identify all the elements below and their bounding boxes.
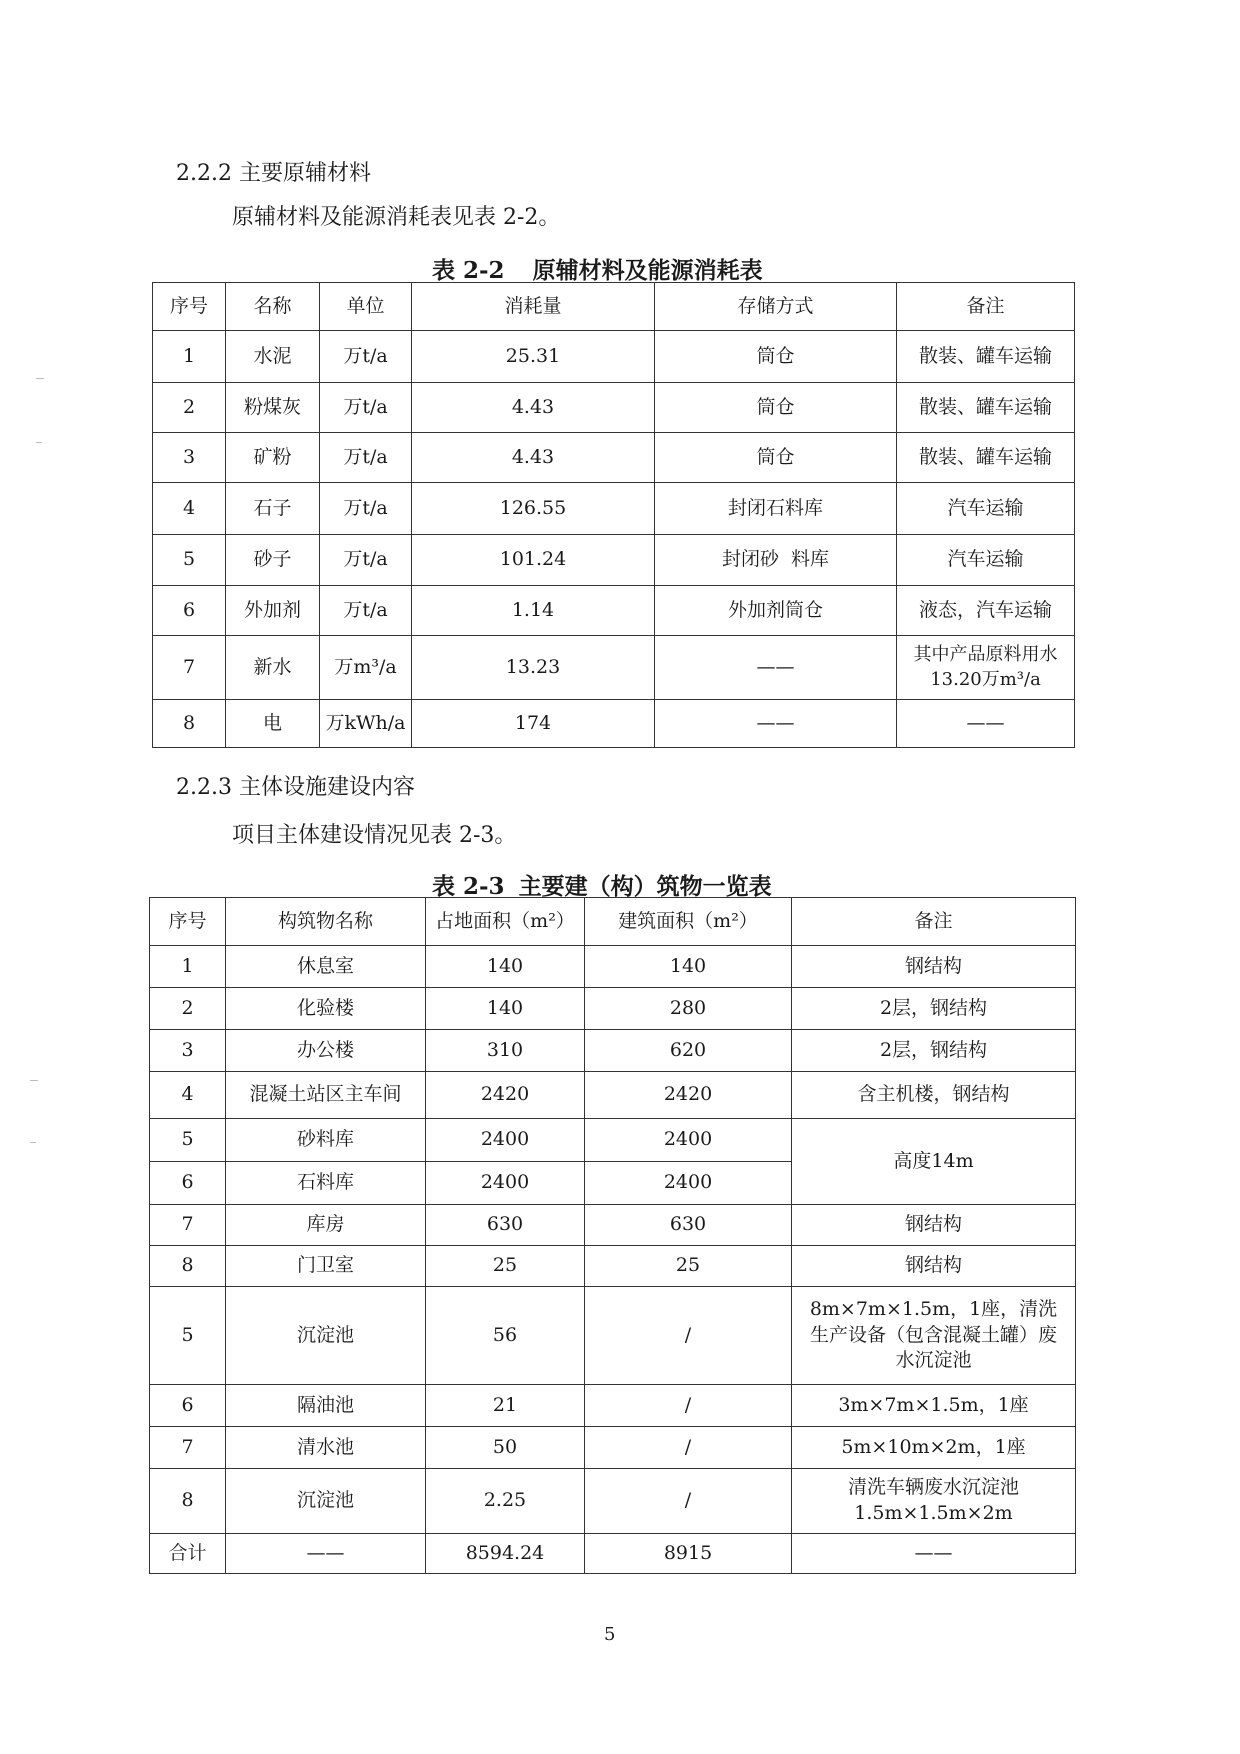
cell: 50 [426, 1427, 585, 1469]
cell: 封闭石料库 [655, 483, 897, 535]
cell: 2层，钢结构 [792, 988, 1076, 1030]
cell: 化验楼 [226, 988, 426, 1030]
cell: 钢结构 [792, 1205, 1076, 1246]
cell: 钢结构 [792, 1246, 1076, 1287]
cell: 休息室 [226, 946, 426, 988]
cell: / [585, 1287, 792, 1385]
cell: 2400 [426, 1119, 585, 1162]
section-heading-222: 2.2.2 主要原辅材料 [176, 161, 371, 186]
table-2-2-header-row [153, 283, 1075, 331]
cell: 万t/a [320, 535, 412, 586]
cell: 其中产品原料用水13.20万m³/a [897, 636, 1075, 700]
cell: 8915 [585, 1534, 792, 1574]
cell: 散装、罐车运输 [897, 433, 1075, 483]
cell: 石子 [226, 483, 320, 535]
table-row [150, 1030, 1076, 1072]
cell: —— [792, 1534, 1076, 1574]
cell: 散装、罐车运输 [897, 331, 1075, 383]
cell: 630 [426, 1205, 585, 1246]
cell: 万m³/a [320, 636, 412, 700]
cell: 钢结构 [792, 946, 1076, 988]
table-2-3 [149, 897, 1076, 1574]
cell: 5 [150, 1287, 226, 1385]
header-cell: 备注 [897, 283, 1075, 331]
cell: 630 [585, 1205, 792, 1246]
page-number: 5 [604, 1624, 616, 1645]
cell: 280 [585, 988, 792, 1030]
cell: 140 [426, 988, 585, 1030]
cell: —— [655, 636, 897, 700]
table-2-2-caption [432, 252, 763, 285]
cell: 2400 [585, 1162, 792, 1205]
cell: 门卫室 [226, 1246, 426, 1287]
table-2-3-header-row [150, 898, 1076, 946]
cell: 高度14m [792, 1119, 1076, 1205]
cell: 2420 [426, 1072, 585, 1119]
cell: 新水 [226, 636, 320, 700]
table-row [153, 383, 1075, 433]
cell: 25 [585, 1246, 792, 1287]
cell: —— [897, 700, 1075, 748]
cell: 沉淀池 [226, 1287, 426, 1385]
cell: 3m×7m×1.5m，1座 [792, 1385, 1076, 1427]
cell: 126.55 [412, 483, 655, 535]
table-row [150, 1246, 1076, 1287]
cell: 2400 [585, 1119, 792, 1162]
cell: 140 [585, 946, 792, 988]
table-2-3-title: 主要建（构）筑物一览表 [518, 873, 772, 900]
cell: 散装、罐车运输 [897, 383, 1075, 433]
cell: 水泥 [226, 331, 320, 383]
table-row [150, 1205, 1076, 1246]
cell: 1.14 [412, 586, 655, 636]
cell: 万kWh/a [320, 700, 412, 748]
cell: 7 [150, 1205, 226, 1246]
cell: 砂料库 [226, 1119, 426, 1162]
header-cell: 序号 [153, 283, 226, 331]
header-cell: 存储方式 [655, 283, 897, 331]
cell: 5 [150, 1119, 226, 1162]
cell: 25 [426, 1246, 585, 1287]
cell: 筒仓 [655, 383, 897, 433]
cell: 隔油池 [226, 1385, 426, 1427]
cell: 矿粉 [226, 433, 320, 483]
cell: 2420 [585, 1072, 792, 1119]
cell: / [585, 1385, 792, 1427]
table-row [153, 535, 1075, 586]
cell: 8594.24 [426, 1534, 585, 1574]
table-2-2 [152, 282, 1075, 748]
table-2-2-number: 表 2-2 [432, 257, 505, 284]
cell: 2层，钢结构 [792, 1030, 1076, 1072]
header-cell: 占地面积（m²） [426, 898, 585, 946]
cell: 6 [153, 586, 226, 636]
cell: —— [655, 700, 897, 748]
table-2-2-title: 原辅材料及能源消耗表 [532, 257, 763, 284]
cell: 筒仓 [655, 331, 897, 383]
cell: 万t/a [320, 433, 412, 483]
cell: 办公楼 [226, 1030, 426, 1072]
cell: 6 [150, 1385, 226, 1427]
cell: 1 [150, 946, 226, 988]
cell: 万t/a [320, 383, 412, 433]
cell: 8 [150, 1246, 226, 1287]
table-row [150, 1287, 1076, 1385]
cell: 砂子 [226, 535, 320, 586]
cell: 封闭砂 料库 [655, 535, 897, 586]
table-row [150, 1385, 1076, 1427]
cell: 清洗车辆废水沉淀池1.5m×1.5m×2m [792, 1469, 1076, 1534]
cell: / [585, 1469, 792, 1534]
cell: 620 [585, 1030, 792, 1072]
cell: 电 [226, 700, 320, 748]
header-cell: 备注 [792, 898, 1076, 946]
cell: 液态，汽车运输 [897, 586, 1075, 636]
header-cell: 序号 [150, 898, 226, 946]
cell: 汽车运输 [897, 483, 1075, 535]
section-intro-223: 项目主体建设情况见表 2-3。 [232, 823, 517, 848]
table-row [150, 1427, 1076, 1469]
cell: 56 [426, 1287, 585, 1385]
cell: 万t/a [320, 331, 412, 383]
cell: 3 [153, 433, 226, 483]
cell: 外加剂 [226, 586, 320, 636]
table-total-row [150, 1534, 1076, 1574]
cell: 外加剂筒仓 [655, 586, 897, 636]
table-row [150, 946, 1076, 988]
table-row [150, 988, 1076, 1030]
cell: 筒仓 [655, 433, 897, 483]
cell: 6 [150, 1162, 226, 1205]
cell: 沉淀池 [226, 1469, 426, 1534]
cell: 101.24 [412, 535, 655, 586]
table-row [153, 433, 1075, 483]
cell: 汽车运输 [897, 535, 1075, 586]
cell: 4.43 [412, 433, 655, 483]
cell: 2400 [426, 1162, 585, 1205]
table-row [153, 636, 1075, 700]
cell: 4.43 [412, 383, 655, 433]
cell: 库房 [226, 1205, 426, 1246]
table-row [153, 700, 1075, 748]
section-intro-222: 原辅材料及能源消耗表见表 2-2。 [232, 205, 561, 230]
cell: 310 [426, 1030, 585, 1072]
cell: 5m×10m×2m，1座 [792, 1427, 1076, 1469]
table-row [150, 1469, 1076, 1534]
cell: 8 [153, 700, 226, 748]
cell: 2 [153, 383, 226, 433]
section-heading-223: 2.2.3 主体设施建设内容 [176, 775, 415, 800]
cell: 4 [150, 1072, 226, 1119]
cell: 2.25 [426, 1469, 585, 1534]
cell: 清水池 [226, 1427, 426, 1469]
table-row [150, 1119, 1076, 1162]
cell: 21 [426, 1385, 585, 1427]
cell: 石料库 [226, 1162, 426, 1205]
scan-mark [36, 378, 44, 379]
cell: 含主机楼，钢结构 [792, 1072, 1076, 1119]
cell: 混凝土站区主车间 [226, 1072, 426, 1119]
cell: 5 [153, 535, 226, 586]
header-cell: 消耗量 [412, 283, 655, 331]
scan-mark [36, 442, 42, 443]
cell: 3 [150, 1030, 226, 1072]
header-cell: 单位 [320, 283, 412, 331]
table-row [150, 1072, 1076, 1119]
header-cell: 建筑面积（m²） [585, 898, 792, 946]
header-cell: 构筑物名称 [226, 898, 426, 946]
table-row [153, 331, 1075, 383]
cell: 万t/a [320, 586, 412, 636]
cell: —— [226, 1534, 426, 1574]
scan-mark [30, 1142, 36, 1143]
cell: / [585, 1427, 792, 1469]
cell: 8 [150, 1469, 226, 1534]
header-cell: 名称 [226, 283, 320, 331]
cell: 25.31 [412, 331, 655, 383]
cell: 万t/a [320, 483, 412, 535]
cell: 140 [426, 946, 585, 988]
table-2-3-number: 表 2-3 [432, 873, 505, 900]
table-row [153, 586, 1075, 636]
cell: 174 [412, 700, 655, 748]
cell: 13.23 [412, 636, 655, 700]
cell: 1 [153, 331, 226, 383]
cell: 7 [150, 1427, 226, 1469]
cell: 7 [153, 636, 226, 700]
table-row [153, 483, 1075, 535]
cell: 2 [150, 988, 226, 1030]
cell: 粉煤灰 [226, 383, 320, 433]
scan-mark [30, 1080, 38, 1081]
cell: 8m×7m×1.5m，1座，清洗生产设备（包含混凝土罐）废水沉淀池 [792, 1287, 1076, 1385]
cell: 合计 [150, 1534, 226, 1574]
cell: 4 [153, 483, 226, 535]
